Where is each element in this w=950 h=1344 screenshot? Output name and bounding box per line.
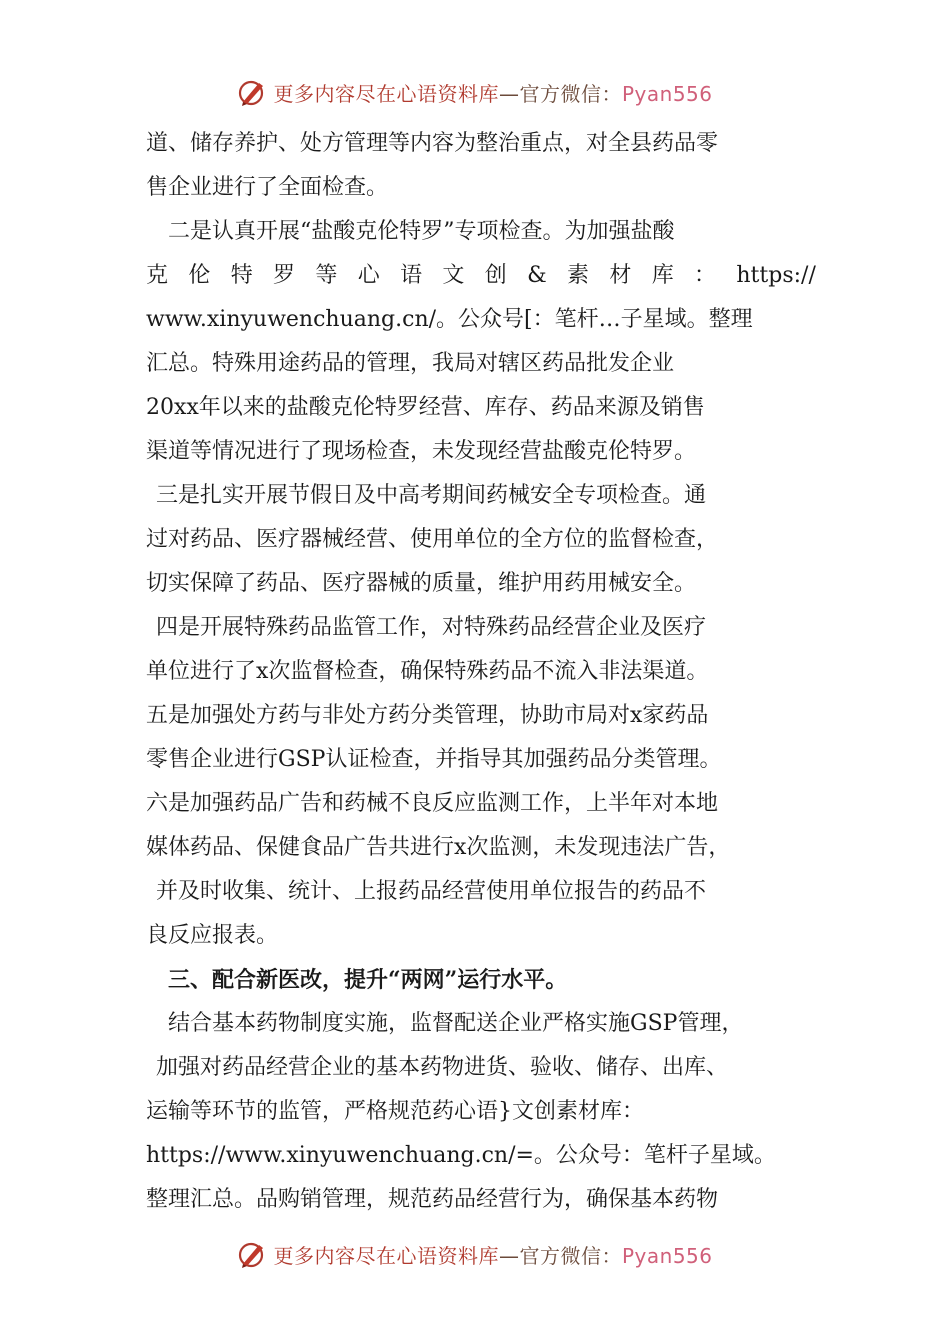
- text-line-spread: [146, 254, 816, 298]
- pen-logo-icon: [237, 1239, 267, 1269]
- spread-char: 库: [651, 263, 674, 288]
- text-line: 道、储存养护、处方管理等内容为整治重点，对全县药品零: [146, 131, 719, 156]
- banner-text: [273, 78, 712, 107]
- document-body: [146, 122, 816, 1222]
- text-line: 零售企业进行GSP认证检查，并指导其加强药品分类管理。: [146, 747, 722, 772]
- spread-char: 克: [146, 263, 169, 288]
- text-line: 单位进行了x次监督检查，确保特殊药品不流入非法渠道。: [146, 659, 709, 684]
- text-line: 五是加强处方药与非处方药分类管理，协助市局对x家药品: [146, 703, 709, 728]
- spread-char: 特: [230, 263, 253, 288]
- text-line: 良反应报表。: [146, 923, 279, 948]
- section-heading: 三、配合新医改，提升“两网”运行水平。: [168, 967, 568, 993]
- banner-text: [273, 1240, 712, 1269]
- text-line: 渠道等情况进行了现场检查，未发现经营盐酸克伦特罗。: [146, 439, 697, 464]
- text-line: 切实保障了药品、医疗器械的质量，维护用药用械安全。: [146, 571, 697, 596]
- banner-part1: 更多内容尽在心语资料库: [273, 81, 499, 106]
- banner-part3: Pyan556: [621, 81, 713, 106]
- spread-char: 等: [315, 263, 338, 288]
- banner-part2: —官方微信：: [498, 1243, 622, 1268]
- text-line: 整理汇总。品购销管理，规范药品经营行为，确保基本药物: [146, 1187, 719, 1212]
- pen-logo-icon: [237, 77, 267, 107]
- text-line: 售企业进行了全面检查。: [146, 175, 389, 200]
- banner-part2: —官方微信：: [498, 81, 622, 106]
- spread-char: 语: [400, 263, 423, 288]
- watermark-banner-bottom: [0, 1232, 950, 1276]
- spread-char: 伦: [188, 263, 211, 288]
- spread-char: &: [527, 263, 547, 288]
- spread-char: 文: [442, 263, 465, 288]
- text-line: 加强对药品经营企业的基本药物进货、验收、储存、出库、: [156, 1055, 729, 1080]
- watermark-banner-top: [0, 70, 950, 114]
- banner-part1: 更多内容尽在心语资料库: [273, 1243, 499, 1268]
- text-line: 四是开展特殊药品监管工作，对特殊药品经营企业及医疗: [156, 615, 707, 640]
- text-line: https://www.xinyuwenchuang.cn/=。公众号：笔杆子星域。: [146, 1143, 776, 1168]
- text-line: 运输等环节的监管，严格规范药心语}文创素材库：: [146, 1099, 644, 1124]
- spread-char: ：: [694, 263, 717, 288]
- text-line: 媒体药品、保健食品广告共进行x次监测，未发现违法广告，: [146, 835, 731, 860]
- text-line: 过对药品、医疗器械经营、使用单位的全方位的监督检查，: [146, 527, 719, 552]
- text-line: 结合基本药物制度实施，监督配送企业严格实施GSP管理，: [168, 1011, 744, 1036]
- text-line: 六是加强药品广告和药械不良反应监测工作，上半年对本地: [146, 791, 719, 816]
- spread-char: 心: [357, 263, 380, 288]
- spread-char: 创: [484, 263, 507, 288]
- text-line: 20xx年以来的盐酸克伦特罗经营、库存、药品来源及销售: [146, 395, 705, 420]
- spread-char: 素: [567, 263, 590, 288]
- text-line: 汇总。特殊用途药品的管理，我局对辖区药品批发企业: [146, 351, 675, 376]
- text-line: www.xinyuwenchuang.cn/。公众号[：笔杆…子星域。整理: [146, 307, 753, 332]
- text-line: 并及时收集、统计、上报药品经营使用单位报告的药品不: [156, 879, 707, 904]
- spread-char: 材: [609, 263, 632, 288]
- spread-char: https://: [736, 263, 816, 288]
- banner-part3: Pyan556: [621, 1243, 713, 1268]
- spread-char: 罗: [273, 263, 296, 288]
- text-line: 三是扎实开展节假日及中高考期间药械安全专项检查。通: [156, 483, 707, 508]
- text-line: 二是认真开展“盐酸克伦特罗”专项检查。为加强盐酸: [168, 219, 675, 244]
